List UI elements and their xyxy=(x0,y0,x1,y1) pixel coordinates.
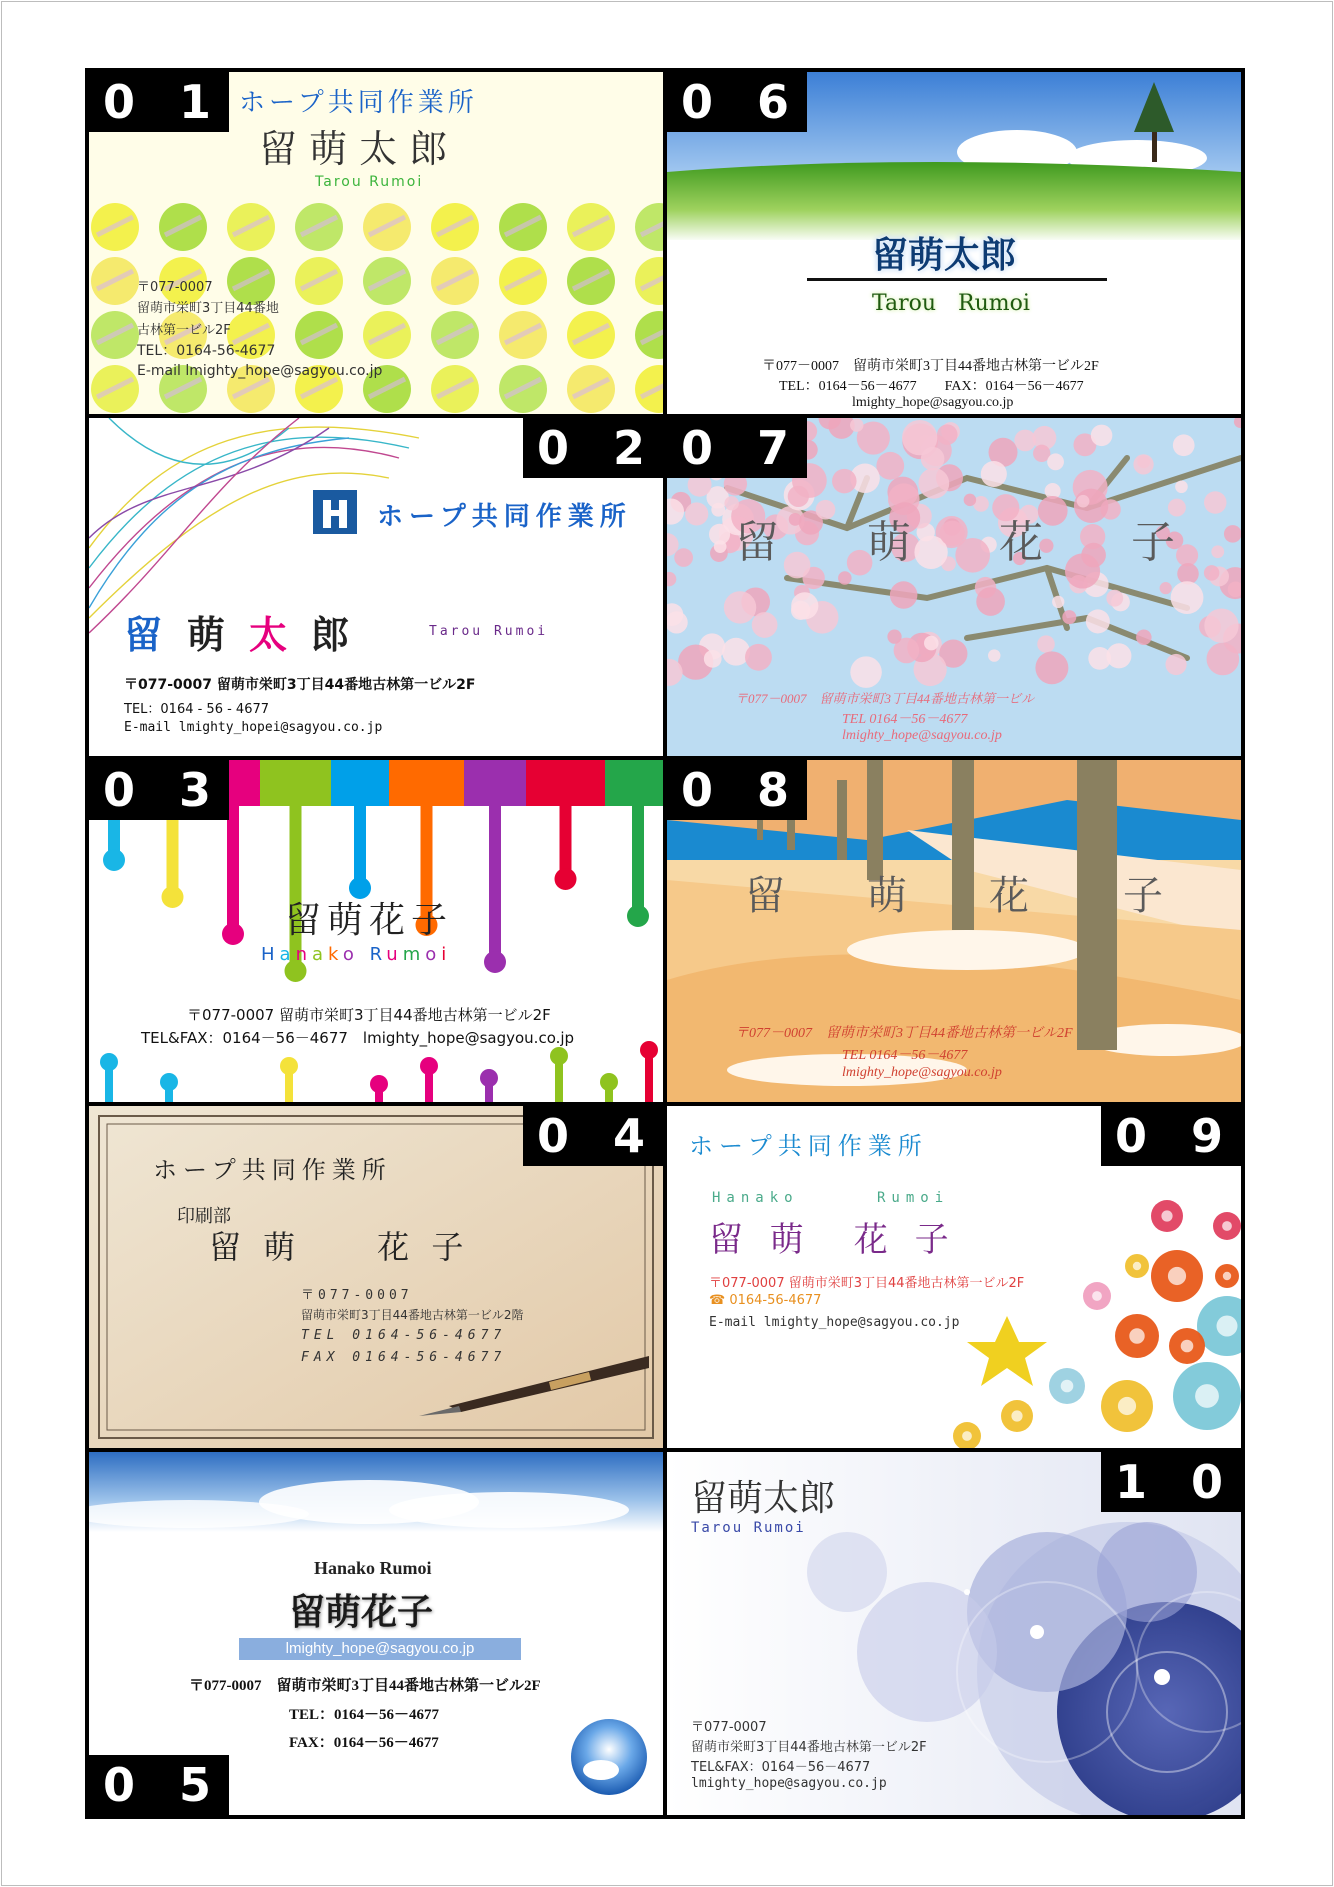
company-name: ホープ共同作業所 xyxy=(239,88,478,118)
name-char-1: 留 xyxy=(124,613,163,657)
card-08[interactable] xyxy=(667,760,1241,1102)
blossom xyxy=(955,538,990,573)
rising-drop xyxy=(100,1053,118,1071)
name-char-4: 子 xyxy=(1131,517,1175,568)
blossom xyxy=(1160,582,1172,594)
blossom xyxy=(887,630,901,644)
blossom xyxy=(816,500,836,520)
blossom xyxy=(1176,544,1198,566)
blossom xyxy=(1204,565,1219,580)
fax: FAX：0164－56－4677 xyxy=(289,1735,439,1751)
person-name: 留 萌 花 子 xyxy=(709,1220,957,1260)
business-card-sheet xyxy=(85,68,1245,1819)
telephone: TEL：0164－56－4677 xyxy=(289,1707,440,1723)
romaji-letter: R xyxy=(369,944,387,965)
telephone: TEL：0164-56-4677 xyxy=(137,343,276,359)
blossom xyxy=(685,502,708,525)
star-flower xyxy=(967,1316,1047,1386)
address: 〒077-0007 留萌市栄町3丁目44番地古林第一ビル2F xyxy=(189,1678,541,1694)
blossom xyxy=(1136,629,1151,644)
address: 〒077－0007 留萌市栄町3丁目44番地古林第一ビル2F xyxy=(735,1026,1073,1041)
blossom xyxy=(752,612,778,638)
email: lmighty_hope@sagyou.co.jp xyxy=(842,728,1002,743)
telephone: TEL 0164－56－4677 xyxy=(842,1048,968,1063)
blossom xyxy=(1211,545,1224,558)
card-number-02: 0 2 xyxy=(523,418,663,478)
card-number-04: 0 4 xyxy=(523,1106,663,1166)
blossom xyxy=(1035,651,1068,684)
card-number-07: 0 7 xyxy=(667,418,807,478)
blossom xyxy=(1224,525,1241,543)
rising-drop xyxy=(640,1041,658,1059)
card-number-06: 0 6 xyxy=(667,72,807,132)
romaji-letter: k xyxy=(328,944,343,965)
card-03[interactable] xyxy=(89,760,663,1102)
blossom xyxy=(1173,434,1195,456)
drip xyxy=(560,800,572,879)
card-04[interactable] xyxy=(89,1106,663,1448)
drip-drop xyxy=(103,849,125,871)
romaji-letter: a xyxy=(312,944,329,965)
blossom xyxy=(745,644,772,671)
flower-center xyxy=(1133,1262,1141,1270)
card-number-03: 0 3 xyxy=(89,760,229,820)
flower-center xyxy=(1092,1291,1102,1301)
person-name: 留 萌 太 郎 xyxy=(259,127,448,171)
card-10[interactable] xyxy=(667,1452,1241,1815)
blossom xyxy=(1014,430,1036,452)
paint-band xyxy=(260,760,331,806)
blossom xyxy=(674,548,693,567)
drip xyxy=(227,800,239,934)
card-01[interactable] xyxy=(89,72,663,414)
blossom xyxy=(838,571,852,585)
blossom xyxy=(850,656,882,688)
blossom xyxy=(981,461,1007,487)
blossom xyxy=(937,424,958,445)
blossom xyxy=(667,572,676,586)
romaji-name: Tarou Rumoi xyxy=(691,1520,806,1536)
blossom xyxy=(667,611,688,633)
email: E-mail lmighty_hope@sagyou.co.jp xyxy=(137,363,383,379)
name-char-4: 子 xyxy=(1123,873,1163,919)
rising-drop xyxy=(550,1047,568,1065)
card-09[interactable] xyxy=(667,1106,1241,1448)
romaji-letter: i xyxy=(441,944,452,965)
romaji-letter: H xyxy=(261,944,280,965)
blossom xyxy=(1133,454,1153,474)
flower-center xyxy=(1181,1340,1194,1353)
blossom xyxy=(1165,654,1186,675)
paint-band xyxy=(464,760,526,806)
address: 留萌市栄町3丁目44番地 xyxy=(137,301,279,316)
contact: TEL&FAX：0164－56－4677 lmighty_hope@sagyou.co.jp xyxy=(141,1029,575,1047)
telephone: TEL 0164-56-4677 xyxy=(301,1328,507,1343)
paint-band xyxy=(605,760,663,806)
blossom xyxy=(1234,418,1241,428)
blossom xyxy=(940,521,965,546)
card-number-10: 1 0 xyxy=(1101,1452,1241,1512)
romaji-name: Tarou Rumoi xyxy=(429,624,549,639)
drip-drop xyxy=(627,905,649,927)
building: 古林第一ビル2F xyxy=(137,323,231,338)
flower-center xyxy=(962,1431,972,1441)
rising-drop xyxy=(600,1073,618,1091)
blossom xyxy=(890,581,918,609)
address: 〒077-0007 留萌市栄町3丁目44番地古林第一ビル2F xyxy=(187,1006,551,1024)
blossom xyxy=(1052,596,1064,608)
romaji-first-name: Hanako xyxy=(712,1190,799,1206)
romaji-letter xyxy=(359,944,370,965)
address: 〒077－0007 留萌市栄町3丁目44番地古林第一ビル xyxy=(735,691,1035,706)
address: 〒077-0007 留萌市栄町3丁目44番地古林第一ビル2F xyxy=(709,1276,1025,1291)
blossom xyxy=(784,552,811,579)
address: 留萌市栄町3丁目44番地古林第一ビル2階 xyxy=(301,1308,524,1322)
romaji-letter: a xyxy=(279,944,296,965)
flower-center xyxy=(1129,1328,1144,1343)
tel-fax: TEL&FAX：0164－56－4677 xyxy=(691,1760,871,1775)
romaji-letter: m xyxy=(402,944,426,965)
name-char-4: 郎 xyxy=(311,613,350,657)
blossom xyxy=(1077,495,1090,508)
card-number-08: 0 8 xyxy=(667,760,807,820)
person-name: 留萌太郎 xyxy=(872,234,1017,276)
person-name: 留萌太郎 xyxy=(691,1478,836,1519)
blossom xyxy=(704,650,722,668)
name-char-1: 留 xyxy=(745,873,785,919)
romaji-letter: o xyxy=(425,944,442,965)
person-name: 留 萌 花 子 xyxy=(209,1228,470,1266)
company-logo xyxy=(313,490,357,534)
flower-center xyxy=(1011,1410,1022,1421)
rising-drop xyxy=(160,1073,178,1091)
email-banner: lmighty_hope@sagyou.co.jp xyxy=(239,1638,521,1660)
name-char-3: 花 xyxy=(989,873,1029,919)
flower-center xyxy=(1223,1272,1231,1280)
blossom xyxy=(976,587,1005,616)
blossom xyxy=(921,447,945,471)
card-02[interactable] xyxy=(89,418,663,756)
romaji-letter: n xyxy=(295,944,312,965)
fax: FAX 0164-56-4677 xyxy=(301,1350,507,1365)
blossom xyxy=(1081,543,1106,568)
drip-drop xyxy=(555,868,577,890)
email: E-mail lmighty_hope@sagyou.co.jp xyxy=(709,1315,960,1330)
blossom xyxy=(1171,581,1204,614)
blossom xyxy=(1088,647,1111,670)
blossom xyxy=(711,503,725,517)
blossom xyxy=(924,636,939,651)
blossom xyxy=(1106,590,1123,607)
romaji-name xyxy=(261,944,451,965)
telephone: ☎ 0164-56-4677 xyxy=(709,1293,822,1308)
name-char-3: 花 xyxy=(999,517,1043,568)
name-char-3: 太 xyxy=(249,613,288,657)
blossom xyxy=(1175,480,1188,493)
paint-band xyxy=(526,760,605,806)
blossom xyxy=(876,452,904,480)
email: E-mail lmighty_hopei@sagyou.co.jp xyxy=(124,720,383,735)
postal-code: 〒077-0007 xyxy=(137,280,213,295)
romaji-name: Tarou Rumoi xyxy=(315,174,424,190)
drip-drop xyxy=(484,951,506,973)
flower-center xyxy=(1222,1221,1232,1231)
blossom xyxy=(964,494,977,507)
telephone: TEL：0164 - 56 - 4677 xyxy=(124,702,270,717)
address: 〒077－0007 留萌市栄町3丁目44番地古林第一ビル2F xyxy=(762,359,1099,374)
drip xyxy=(632,800,644,916)
blossom xyxy=(1204,608,1238,642)
blossom xyxy=(1204,491,1227,514)
blossom xyxy=(789,513,802,526)
company-name: ホープ共同作業所 xyxy=(153,1156,392,1184)
department: 印刷部 xyxy=(177,1206,231,1227)
paint-band xyxy=(389,760,464,806)
card-05[interactable] xyxy=(89,1452,663,1815)
flower-center xyxy=(1217,1316,1238,1337)
romaji-last-name: Rumoi xyxy=(877,1190,950,1206)
name-char-1: 留 xyxy=(735,517,779,568)
flower-center xyxy=(1061,1380,1074,1393)
card-06[interactable] xyxy=(667,72,1241,414)
card-number-05: 0 5 xyxy=(89,1755,229,1815)
paint-band xyxy=(331,760,389,806)
rising-drop xyxy=(480,1069,498,1087)
drip-drop xyxy=(162,886,184,908)
blossom xyxy=(918,468,949,499)
romaji-name: Hanako Rumoi xyxy=(314,1558,432,1578)
person-name: 留萌花子 xyxy=(289,1591,434,1633)
romaji-letter: u xyxy=(386,944,403,965)
blossom xyxy=(832,469,857,494)
address: 〒077-0007 留萌市栄町3丁目44番地古林第一ビル2F xyxy=(124,677,476,693)
email: lmighty_hope@sagyou.co.jp xyxy=(691,1776,887,1791)
name-char-2: 萌 xyxy=(867,517,911,568)
postal-code: 〒077-0007 xyxy=(301,1288,413,1303)
rising-drop xyxy=(370,1075,388,1093)
romaji-letter: o xyxy=(342,944,359,965)
card-number-01: 0 1 xyxy=(89,72,229,132)
email: lmighty_hope@sagyou.co.jp xyxy=(842,1065,1002,1080)
blossom xyxy=(724,591,756,623)
flower-center xyxy=(1195,1384,1219,1408)
blossom xyxy=(1086,609,1110,633)
card-number-09: 0 9 xyxy=(1101,1106,1241,1166)
drip-drop xyxy=(222,923,244,945)
person-name: 留萌花子 xyxy=(285,900,454,941)
rising-drop xyxy=(420,1057,438,1075)
romaji-name: Tarou Rumoi xyxy=(872,291,1030,316)
flower-center xyxy=(1168,1267,1186,1285)
flower-center xyxy=(1118,1397,1136,1415)
address: 留萌市栄町3丁目44番地古林第一ビル2F xyxy=(691,1740,927,1755)
drip xyxy=(489,800,501,962)
blossom xyxy=(714,540,727,553)
drip xyxy=(354,800,366,888)
blossom xyxy=(1047,453,1064,470)
blossom xyxy=(850,418,863,431)
email: lmighty_hope@sagyou.co.jp xyxy=(852,395,1014,410)
postal-code: 〒077-0007 xyxy=(691,1720,767,1735)
card-07[interactable] xyxy=(667,418,1241,756)
company-name: ホープ共同作業所 xyxy=(377,502,632,532)
telephone: TEL 0164－56－4677 xyxy=(842,712,968,727)
name-char-2: 萌 xyxy=(867,873,907,919)
tel-fax: TEL：0164－56－4677 FAX：0164－56－4677 xyxy=(779,379,1084,394)
name-underline xyxy=(807,278,1107,281)
blossom xyxy=(1062,610,1076,624)
blossom xyxy=(791,592,818,619)
flower-center xyxy=(1161,1210,1172,1221)
rising-drop xyxy=(280,1057,298,1075)
company-name: ホープ共同作業所 xyxy=(689,1132,928,1160)
blossom xyxy=(988,649,1000,661)
blossom xyxy=(1091,425,1113,447)
name-char-2: 萌 xyxy=(187,613,226,657)
blossom xyxy=(1037,635,1055,653)
